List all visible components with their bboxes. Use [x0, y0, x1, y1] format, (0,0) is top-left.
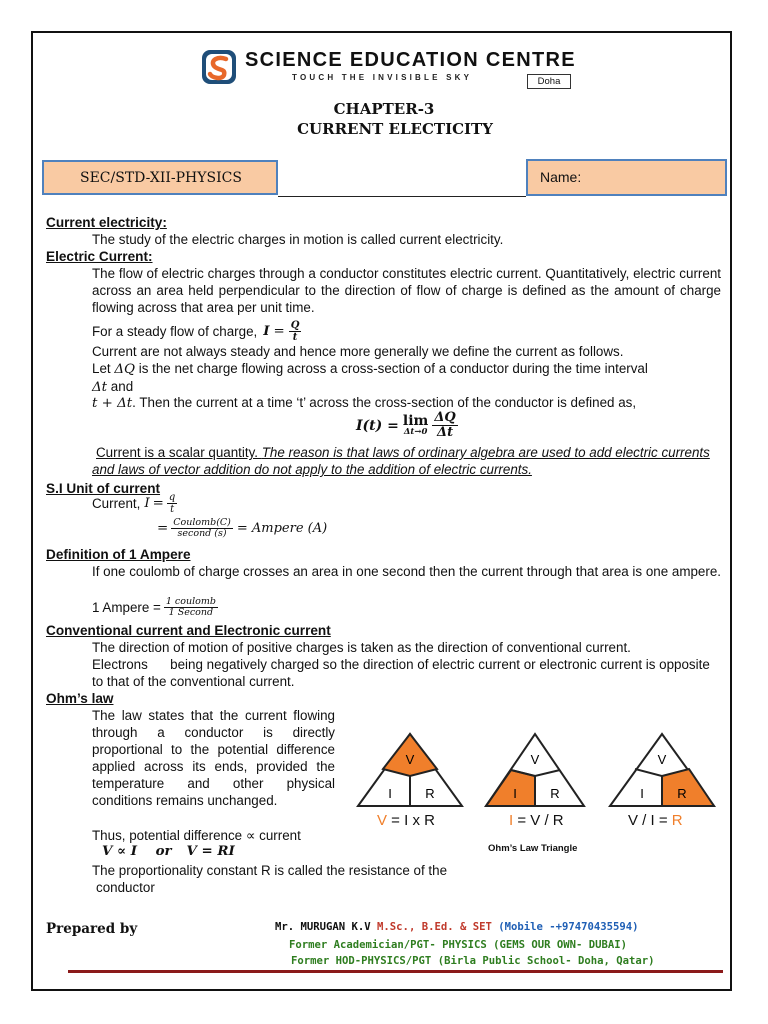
scalar-reason: The reason is that laws of ordinary algebra are used to add electric currents and laws of vector addition do not apply to the addition of electric currents. — [92, 445, 710, 477]
location-badge: Doha — [527, 74, 571, 89]
steady-flow-text: For a steady flow of charge, — [92, 324, 258, 339]
si-den-1: t — [170, 504, 175, 515]
delta-q: ΔQ — [114, 362, 136, 377]
tri3-r: R — [677, 786, 687, 801]
name-field-box[interactable] — [526, 159, 727, 196]
si-eq: = — [152, 496, 164, 511]
limit-lhs: I(t) = — [356, 417, 399, 434]
si-eq-2: = — [157, 521, 169, 537]
logo-icon — [200, 48, 238, 86]
steady-num: Q — [290, 320, 300, 331]
prepared-by: Prepared by — [46, 921, 138, 937]
formula-i-vr — [509, 812, 564, 829]
text-conductor: conductor — [96, 880, 155, 895]
and-word: and — [110, 379, 134, 394]
tri2-v: V — [530, 752, 540, 767]
tri1-v: V — [405, 752, 415, 767]
class-label: SEC/STD-XII-PHYSICS — [80, 170, 242, 186]
steady-eq: = — [273, 324, 285, 339]
name-underline — [278, 196, 526, 197]
f1-rest: = I x R — [387, 812, 435, 829]
formula-vi-r — [628, 812, 683, 829]
ampere-num: 1 coulomb — [165, 596, 216, 607]
brand-tagline: TOUCH THE INVISIBLE SKY — [292, 73, 473, 82]
triangle-r — [610, 734, 714, 806]
chapter-title: CURRENT ELECTICITY — [297, 120, 493, 138]
delta-t: Δt — [92, 380, 108, 395]
name-label: Name: — [540, 169, 582, 185]
formula-v-prop-i: V ∝ I — [102, 843, 137, 859]
tri1-r: R — [425, 786, 435, 801]
limit-num: ΔQ — [434, 410, 456, 425]
limit-fraction — [432, 411, 457, 441]
limit-subscript: Δt→0 — [403, 427, 428, 438]
ohms-formulas — [102, 843, 235, 859]
limit-den: Δt — [436, 425, 454, 441]
steady-lhs: I — [263, 323, 270, 339]
si-fraction-1 — [167, 492, 177, 515]
text-ohms-law: The law states that the current flowing through a conductor is directly proportional to the potential difference applied across its ends, provided the temperature and other physical conditions remains unchanged. — [92, 708, 335, 808]
text-resistance: The proportionality constant R is called the resistance of the — [92, 863, 448, 878]
limit-formula — [356, 411, 458, 441]
si-lhs: I — [144, 496, 150, 511]
text-not-steady: Current are not always steady and hence more generally we define the current as follows. — [92, 344, 624, 359]
text-let-dq — [92, 360, 722, 396]
author-line-3: Former HOD-PHYSICS/PGT (Birla Public School- Doha, Qatar) — [291, 955, 655, 967]
author-quals: M.Sc., B.Ed. & SET — [370, 921, 492, 933]
formula-v-ixr — [377, 812, 435, 829]
ampere-formula — [92, 597, 218, 619]
steady-fraction — [289, 320, 302, 343]
f3-rest: V / I = — [628, 812, 672, 829]
t-plus-dt: t + Δt — [92, 396, 133, 411]
current-label: Current, — [92, 496, 141, 511]
text-ampere: If one coulomb of charge crosses an area in one second then the current through that area is one ampere. — [92, 564, 722, 579]
heading-si-unit: S.I Unit of current — [46, 481, 161, 496]
si-fraction-2 — [171, 518, 233, 540]
steady-flow-line — [92, 320, 301, 343]
steady-den: t — [292, 332, 298, 343]
si-line-2 — [157, 518, 327, 540]
or-word: or — [155, 843, 172, 859]
chapter-number: CHAPTER-3 — [333, 100, 435, 118]
text-conventional-1: The direction of motion of positive charges is taken as the direction of conventional current. — [92, 640, 631, 655]
f2-highlight: I — [509, 812, 514, 829]
tri2-r: R — [550, 786, 560, 801]
f2-rest: = V / R — [513, 812, 564, 829]
heading-electric-current: Electric Current: — [46, 249, 153, 264]
ampere-lhs: 1 Ampere = — [92, 600, 161, 616]
f1-highlight: V — [377, 812, 388, 829]
triangle-caption: Ohm’s Law Triangle — [488, 843, 578, 854]
formula-v-eq-ri: V = RI — [186, 843, 235, 859]
ampere-fraction — [164, 597, 218, 619]
si-den-2: second (s) — [177, 528, 227, 540]
tri1-i: I — [388, 786, 392, 801]
tri3-v: V — [657, 752, 667, 767]
ohms-triangle-diagram — [355, 732, 720, 814]
t-plus-dt-rest: . Then the current at a time ‘t’ across the cross-section of the conductor is defined as, — [132, 395, 637, 410]
si-num-2: Coulomb(C) — [173, 517, 231, 528]
footer-rule — [68, 970, 723, 973]
heading-current-electricity: Current electricity: — [46, 215, 167, 230]
ampere-den: 1 Second — [168, 607, 214, 619]
author-line-2: Former Academician/PGT- PHYSICS (GEMS OUR OWN- DUBAI) — [289, 939, 628, 951]
author-mobile: (Mobile -+97470435594) — [491, 921, 639, 933]
text-current-electricity: The study of the electric charges in motion is called current electricity. — [92, 232, 504, 247]
electric-current-definition: The flow of electric charges through a conductor constitutes electric current. Quantitatively, electric current across an area held perpendicular to the direction of flow of charge is defined as the amount of charge flowing across that area per unit time. — [92, 266, 721, 315]
tri2-i: I — [513, 786, 517, 801]
limit-operator — [403, 414, 428, 437]
text-t-plus-dt — [92, 394, 636, 412]
class-label-box — [42, 160, 278, 195]
triangle-i — [486, 734, 584, 806]
author-name: Mr. MURUGAN K.V — [275, 921, 371, 933]
triangle-v — [358, 734, 462, 806]
si-rhs: = Ampere (A) — [236, 521, 328, 537]
heading-conventional: Conventional current and Electronic current — [46, 623, 331, 638]
let-rest: is the net charge flowing across a cross-section of a conductor during the time interval — [138, 361, 648, 376]
f3-highlight: R — [671, 812, 683, 829]
scalar-note — [92, 444, 722, 478]
text-thus: Thus, potential difference ∝ current — [92, 828, 301, 843]
scalar-statement: Current is a scalar quantity. — [96, 445, 258, 460]
text-conventional-2: Electrons being negatively charged so the direction of electric current or electronic current is opposite to that of the conventional current. — [92, 657, 714, 689]
tri3-i: I — [640, 786, 644, 801]
author-line — [275, 921, 639, 933]
limit-word: lim — [402, 413, 429, 430]
heading-ohms-law: Ohm’s law — [46, 691, 114, 706]
text-electric-current-definition — [92, 265, 721, 316]
brand-title: SCIENCE EDUCATION CENTRE — [245, 49, 576, 71]
si-num-1: q — [168, 492, 176, 503]
heading-ampere: Definition of 1 Ampere — [46, 547, 191, 562]
let-word: Let — [92, 361, 111, 376]
si-line-1 — [92, 492, 177, 515]
